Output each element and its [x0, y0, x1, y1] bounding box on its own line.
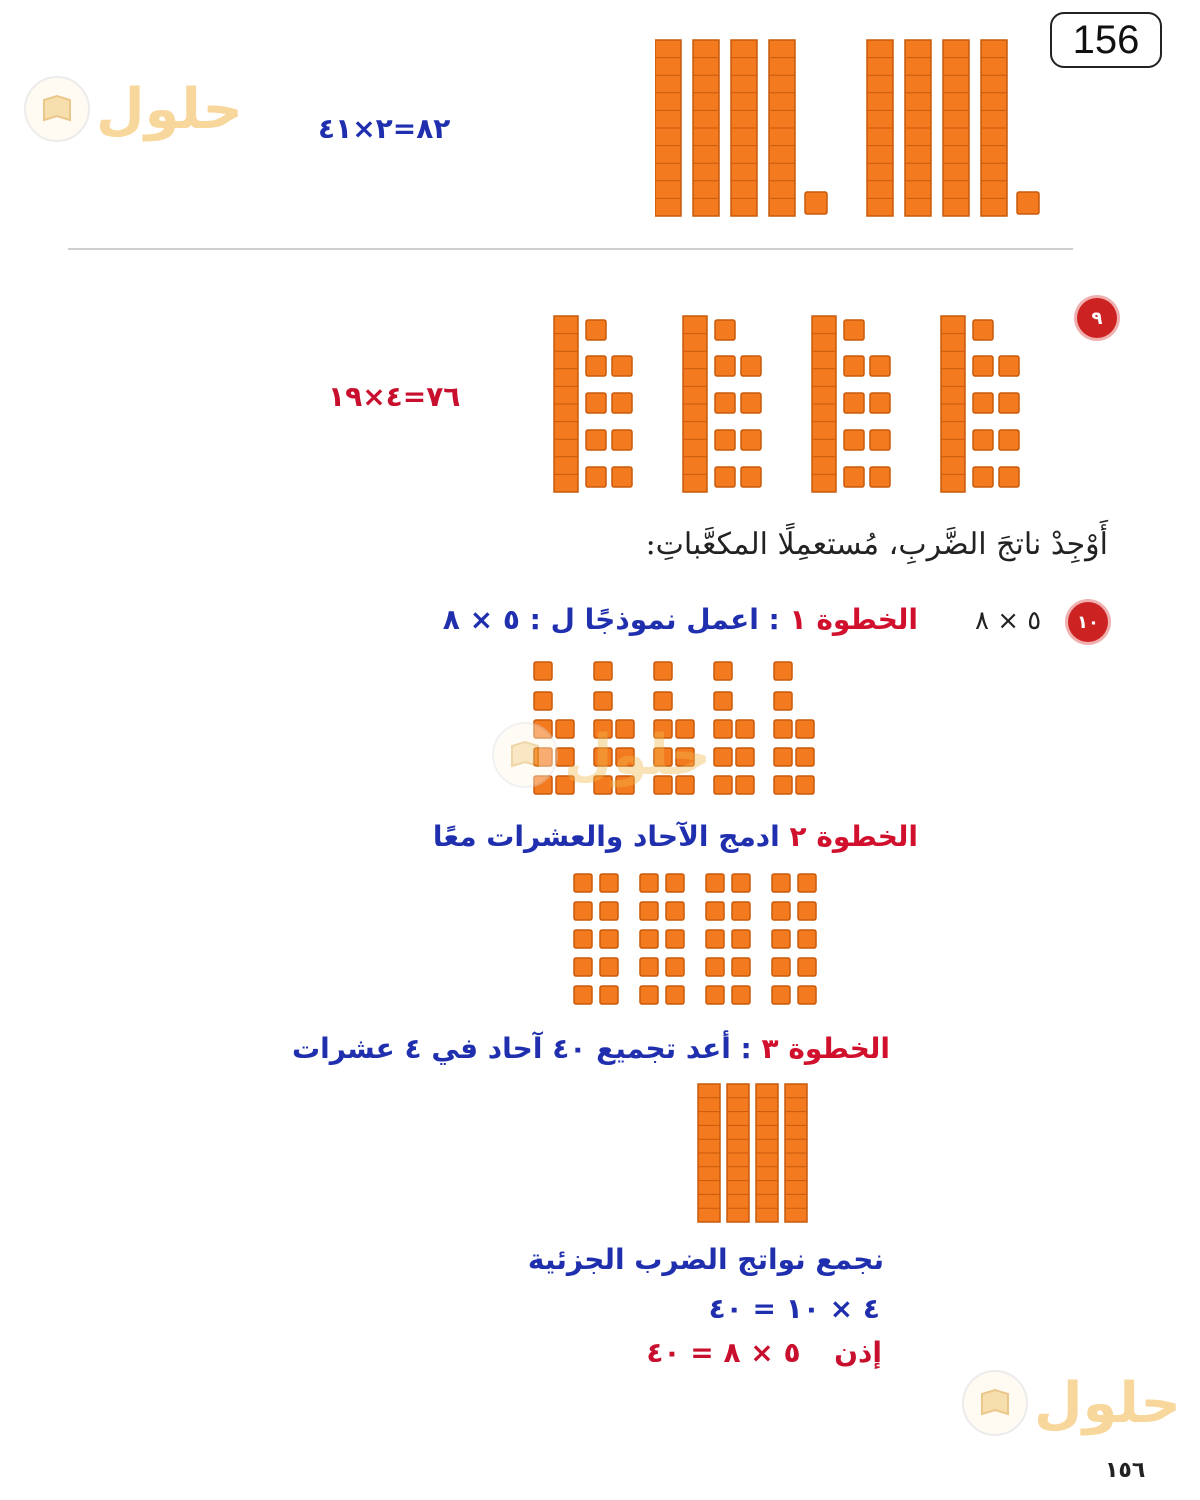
- step-2-text: ادمج الآحاد والعشرات معًا: [432, 820, 790, 853]
- unit-cube: [586, 320, 606, 340]
- unit-cube: [715, 356, 735, 376]
- page-number-badge: 156: [1050, 12, 1162, 68]
- step-3-label: الخطوة ٣: [761, 1032, 890, 1065]
- unit-cube: [774, 692, 792, 710]
- unit-cube: [666, 902, 684, 920]
- book-icon: [962, 1370, 1028, 1436]
- result-line: [646, 1336, 882, 1369]
- unit-cube: [772, 930, 790, 948]
- unit-cube: [586, 356, 606, 376]
- step-3-text: : أعد تجميع ٤٠ آحاد في ٤ عشرات: [292, 1032, 762, 1065]
- unit-cube: [574, 930, 592, 948]
- unit-cube: [715, 320, 735, 340]
- unit-cube: [574, 902, 592, 920]
- unit-cube: [796, 748, 814, 766]
- ten-rod: [905, 40, 931, 216]
- unit-cube: [666, 874, 684, 892]
- unit-cube: [732, 986, 750, 1004]
- unit-cube: [574, 874, 592, 892]
- unit-cube: [870, 356, 890, 376]
- unit-cube: [534, 692, 552, 710]
- unit-cube: [706, 986, 724, 1004]
- unit-cube: [805, 192, 827, 214]
- unit-cube: [741, 356, 761, 376]
- unit-cube: [715, 467, 735, 487]
- unit-cube: [736, 776, 754, 794]
- unit-cube: [594, 692, 612, 710]
- unit-cube: [796, 720, 814, 738]
- unit-cube: [973, 320, 993, 340]
- unit-cube: [1017, 192, 1039, 214]
- unit-cube: [741, 467, 761, 487]
- unit-cube: [774, 776, 792, 794]
- unit-cube: [772, 958, 790, 976]
- unit-cube: [774, 720, 792, 738]
- unit-cube: [798, 986, 816, 1004]
- unit-cube: [772, 986, 790, 1004]
- unit-cube: [666, 958, 684, 976]
- ten-rod: [981, 40, 1007, 216]
- ten-rod: [756, 1084, 778, 1222]
- top-cube-model: [655, 36, 1055, 221]
- unit-cube: [640, 958, 658, 976]
- step-2-label: الخطوة ٢: [789, 820, 918, 853]
- exercise-9-number: ٩: [1077, 298, 1117, 338]
- unit-cube: [574, 958, 592, 976]
- unit-cube: [999, 467, 1019, 487]
- ten-rod: [727, 1084, 749, 1222]
- unit-cube: [844, 320, 864, 340]
- unit-cube: [774, 748, 792, 766]
- ten-rod: [655, 40, 681, 216]
- unit-cube: [640, 986, 658, 1004]
- watermark-text: حلول: [1034, 1370, 1181, 1436]
- watermark-text: حلول: [96, 76, 243, 142]
- unit-cube: [612, 430, 632, 450]
- unit-cube: [999, 356, 1019, 376]
- unit-cube: [772, 874, 790, 892]
- unit-cube: [844, 430, 864, 450]
- unit-cube: [772, 902, 790, 920]
- unit-cube: [732, 958, 750, 976]
- unit-cube: [706, 902, 724, 920]
- unit-cube: [574, 986, 592, 1004]
- ten-rod: [943, 40, 969, 216]
- unit-cube: [798, 874, 816, 892]
- ten-rod: [785, 1084, 807, 1222]
- unit-cube: [666, 930, 684, 948]
- unit-cube: [612, 393, 632, 413]
- unit-cube: [732, 930, 750, 948]
- unit-cube: [870, 393, 890, 413]
- unit-cube: [714, 692, 732, 710]
- ten-rod: [683, 316, 707, 492]
- unit-cube: [640, 902, 658, 920]
- watermark-logo-bottom: [962, 1370, 1181, 1436]
- unit-cube: [654, 692, 672, 710]
- unit-cube: [706, 958, 724, 976]
- unit-cube: [999, 393, 1019, 413]
- summary-title: نجمع نواتج الضرب الجزئية: [527, 1243, 884, 1276]
- step-1-label: الخطوة ١: [789, 603, 918, 636]
- book-icon: [492, 722, 558, 788]
- unit-cube: [706, 930, 724, 948]
- exercise-9-equation: ٧٦=٤×١٩: [328, 380, 461, 413]
- unit-cube: [706, 874, 724, 892]
- unit-cube: [844, 356, 864, 376]
- unit-cube: [594, 662, 612, 680]
- unit-cube: [600, 874, 618, 892]
- unit-cube: [714, 776, 732, 794]
- unit-cube: [534, 662, 552, 680]
- unit-cube: [844, 467, 864, 487]
- ten-rod: [867, 40, 893, 216]
- ten-rod: [812, 316, 836, 492]
- unit-cube: [870, 430, 890, 450]
- unit-cube: [586, 430, 606, 450]
- unit-cube: [715, 393, 735, 413]
- step-2-line: [433, 820, 918, 853]
- unit-cube: [736, 748, 754, 766]
- unit-cube: [654, 662, 672, 680]
- unit-cube: [640, 874, 658, 892]
- unit-cube: [973, 393, 993, 413]
- unit-cube: [600, 958, 618, 976]
- result-label: إذن: [834, 1336, 882, 1369]
- unit-cube: [973, 430, 993, 450]
- book-icon: [24, 76, 90, 142]
- unit-cube: [600, 986, 618, 1004]
- unit-cube: [741, 393, 761, 413]
- step-2-cube-model: [572, 872, 832, 1012]
- ten-rod: [769, 40, 795, 216]
- unit-cube: [640, 930, 658, 948]
- watermark-logo-center: [492, 722, 711, 788]
- unit-cube: [973, 467, 993, 487]
- instruction-text: أَوْجِدْ ناتجَ الضَّربِ، مُستعمِلًا المكعَّباتِ:: [645, 527, 1108, 562]
- unit-cube: [736, 720, 754, 738]
- ten-rod: [731, 40, 757, 216]
- unit-cube: [798, 930, 816, 948]
- ten-rod: [554, 316, 578, 492]
- unit-cube: [714, 720, 732, 738]
- result-equation: ٥ × ٨ = ٤٠: [646, 1336, 801, 1369]
- unit-cube: [973, 356, 993, 376]
- unit-cube: [732, 902, 750, 920]
- watermark-logo: [24, 76, 243, 142]
- exercise-10-number: ١٠: [1068, 602, 1108, 642]
- step-3-line: [292, 1032, 890, 1065]
- section-divider: [68, 248, 1073, 250]
- unit-cube: [666, 986, 684, 1004]
- unit-cube: [600, 902, 618, 920]
- unit-cube: [715, 430, 735, 450]
- exercise-9-cube-model: [552, 312, 1042, 497]
- step-1-text: : اعمل نموذجًا ل : ٥ × ٨: [442, 603, 790, 636]
- unit-cube: [612, 467, 632, 487]
- unit-cube: [798, 958, 816, 976]
- unit-cube: [796, 776, 814, 794]
- unit-cube: [844, 393, 864, 413]
- unit-cube: [600, 930, 618, 948]
- unit-cube: [732, 874, 750, 892]
- ten-rod: [693, 40, 719, 216]
- unit-cube: [870, 467, 890, 487]
- unit-cube: [714, 748, 732, 766]
- unit-cube: [999, 430, 1019, 450]
- unit-cube: [798, 902, 816, 920]
- unit-cube: [714, 662, 732, 680]
- step-3-cube-model: [694, 1082, 819, 1227]
- watermark-text: حلول: [564, 722, 711, 788]
- footer-page-number: ١٥٦: [1105, 1458, 1146, 1483]
- top-equation: ٨٢=٢×٤١: [318, 112, 451, 145]
- unit-cube: [774, 662, 792, 680]
- unit-cube: [612, 356, 632, 376]
- ten-rod: [698, 1084, 720, 1222]
- exercise-10-problem: ٥ × ٨: [975, 606, 1042, 636]
- ten-rod: [941, 316, 965, 492]
- summary-equation: ٤ × ١٠ = ٤٠: [708, 1292, 880, 1325]
- unit-cube: [741, 430, 761, 450]
- unit-cube: [586, 467, 606, 487]
- unit-cube: [586, 393, 606, 413]
- step-1-line: [443, 603, 918, 636]
